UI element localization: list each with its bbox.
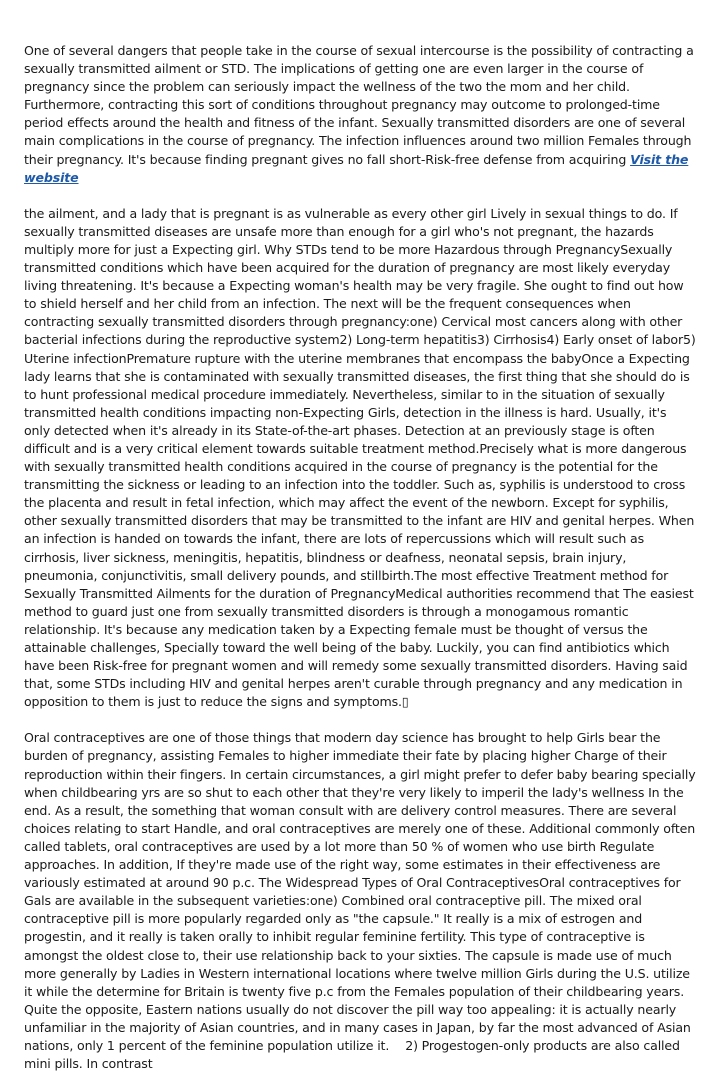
paragraph-oral-contraceptives-tail: 2) Progestogen-only products are also called mini pills. In contrast (24, 1037, 680, 1072)
paragraph-oral-contraceptives (24, 729, 696, 1073)
paragraph-oral-contraceptives-text: Oral contraceptives are one of those things that modern day science has brought to help Girls bear the burden of pregnancy, assisting Females to higher immediate their fate by placing higher Charge of their reproduction within their fingers. In certain circumstances, a girl might prefer to defer baby bearing specially when childbearing yrs are so shut to each other that they're very likely to imperil the lady's wellness In the end. As a result, the something that woman consult with are delivery control measures. There are several choices relating to start Handle, and oral contraceptives are merely one of these. Additional commonly often called tablets, oral contraceptives are used by a lot more than 50 % of women who use birth Regulate approaches. In addition, If they're made use of the right way, some estimates in their effectiveness are variously estimated at around 90 p.c. The Widespread Types of Oral ContraceptivesOral contraceptives for Gals are available in the subsequent varieties:one) Combined oral contraceptive pill. The mixed oral contraceptive pill is more popularly regarded only as "the capsule." It really is a mix of estrogen and progestin, and it really is taken orally to inhibit regular feminine fertility. This type of contraceptive is amongst the oldest close to, their use relationship back to your sixties. The capsule is made use of much more generally by Ladies in Western international locations where twelve million Girls during the U.S. utilize it while the determine for Britain is twenty five p.c from the Females population of their childbearing years. Quite the opposite, Eastern nations usually do not discover the pill way too appealing: it is actually nearly unfamiliar in the majority of Asian countries, and in many cases in Japan, by far the most advanced of Asian nations, only 1 percent of the feminine population utilize it. (24, 730, 696, 1053)
article-body (24, 42, 696, 1073)
paragraph-spacer (24, 187, 696, 205)
paragraph-spacer (24, 711, 696, 729)
paragraph-intro (24, 42, 696, 187)
paragraph-intro-text: One of several dangers that people take in the course of sexual intercourse is the possibility of contracting a sexually transmitted ailment or STD. The implications of getting one are even larger in the course of pregnancy since the problem can seriously impact the wellness of the two the mom and her child. Furthermore, contracting this sort of conditions throughout pregnancy may outcome to prolonged-time period effects around the health and fitness of the infant. Sexually transmitted disorders are one of several main complications in the course of pregnancy. The infection influences around two million Females through their pregnancy. It's because finding pregnant gives no fall short-Risk-free defense from acquiring (24, 43, 694, 167)
paragraph-std-pregnancy: the ailment, and a lady that is pregnant is as vulnerable as every other girl Lively in sexual things to do. If sexually transmitted diseases are unsafe more than enough for a girl who's not pregnant, the hazards multiply more for just a Expecting girl. Why STDs tend to be more Hazardous through PregnancySexually transmitted conditions which have been acquired for the duration of pregnancy are most likely everyday living threatening. It's because a Expecting woman's health may be very fragile. She ought to find out how to shield herself and her child from an infection. The next will be the frequent consequences when contracting sexually transmitted disorders through pregnancy:one) Cervical most cancers along with other bacterial infections during the reproductive system2) Long-term hepatitis3) Cirrhosis4) Early onset of labor5) Uterine infectionPremature rupture with the uterine membranes that encompass the babyOnce a Expecting lady learns that she is contaminated with sexually transmitted diseases, the first thing that she should do is to hunt professional medical procedure immediately. Nevertheless, similar to in the situation of sexually transmitted health conditions impacting non-Expecting Girls, detection in the illness is hard. Usually, it's only detected when it's already in its State-of-the-art phases. Detection at an previously stage is often difficult and is a very critical element towards suitable treatment method.Precisely what is more dangerous with sexually transmitted health conditions acquired in the course of pregnancy is the potential for the transmitting the sickness or leading to an infection into the toddler. Such as, syphilis is understood to cross the placenta and result in fetal infection, which may affect the event of the newborn. Except for syphilis, other sexually transmitted disorders that may be transmitted to the infant are HIV and genital herpes. When an infection is handed on towards the infant, there are lots of repercussions which will result such as cirrhosis, liver sickness, meningitis, hepatitis, blindness or deafness, neonatal sepsis, brain injury, pneumonia, conjunctivitis, small delivery pounds, and stillbirth.The most effective Treatment method for Sexually Transmitted Ailments for the duration of PregnancyMedical authorities recommend that The easiest method to guard just one from sexually transmitted disorders is through a monogamous romantic relationship. It's because any medication taken by a Expecting female must be thought of versus the attainable challenges, Specially toward the well being of the baby. Luckily, you can find antibiotics which have been Risk-free for pregnant women and will remedy some sexually transmitted disorders. Having said that, some STDs including HIV and genital herpes aren't curable through pregnancy and any medication in opposition to them is just to reduce the signs and symptoms.▯ (24, 205, 696, 710)
visit-website-link[interactable]: Visit the website (24, 151, 689, 185)
